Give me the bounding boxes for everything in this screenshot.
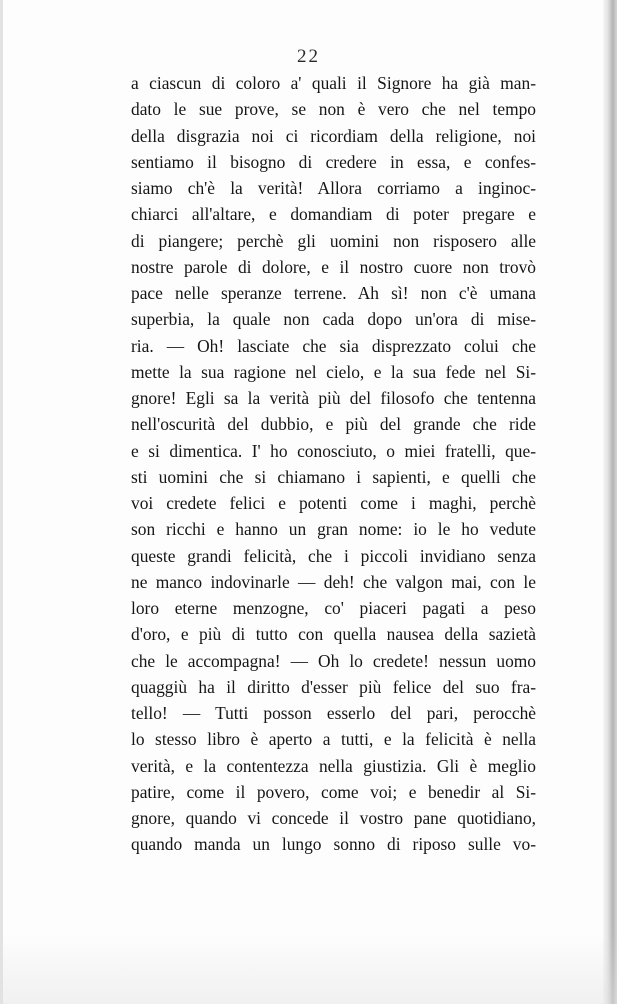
- text-line: siamo ch'è la verità! Allora corriamo a inginoc-: [131, 178, 536, 198]
- text-line: verità, e la contentezza nella giustizia. Gli è meglio: [131, 755, 536, 776]
- text-line: ria. — Oh! lasciate che sia disprezzato colui che: [131, 335, 536, 356]
- text-line: della disgrazia noi ci ricordiam della religione, noi: [131, 125, 536, 146]
- text-line: tello! — Tutti posson esserlo del pari, perocchè: [131, 703, 536, 723]
- text-line: quando manda un lungo sonno di riposo sulle vo-: [131, 834, 536, 855]
- text-line: gnore, quando vi concede il vostro pane quotidiano,: [131, 808, 536, 828]
- text-line: nell'oscurità del dubbio, e più del grande che ride: [131, 414, 536, 435]
- text-line: ne manco indovinarle — deh! che valgon mai, con le: [131, 571, 536, 592]
- text-line: pace nelle speranze terrene. Ah sì! non c'è umana: [131, 283, 536, 303]
- page-number: 22: [297, 46, 320, 67]
- scan-edge-right: [603, 0, 617, 1004]
- text-line: patire, come il povero, come voi; e benedir al Si-: [131, 781, 536, 802]
- text-line: dato le sue prove, se non è vero che nel tempo: [131, 99, 536, 120]
- text-line: superbia, la quale non cada dopo un'ora di mise-: [131, 309, 536, 330]
- text-line: son ricchi e hanno un gran nome: io le ho vedute: [131, 519, 536, 540]
- text-line: voi credete felici e potenti come i maghi, perchè: [131, 493, 536, 513]
- text-line: e si dimentica. I' ho conosciuto, o miei fratelli, que-: [131, 440, 536, 461]
- text-line: a ciascun di coloro a' quali il Signore ha già man-: [131, 73, 536, 93]
- text-line: d'oro, e più di tutto con quella nausea della sazietà: [131, 624, 536, 645]
- text-line: di piangere; perchè gli uomini non risposero alle: [131, 230, 536, 251]
- text-line: nostre parole di dolore, e il nostro cuore non trovò: [131, 256, 536, 277]
- text-line: loro eterne menzogne, co' piaceri pagati a peso: [131, 598, 536, 618]
- text-line: lo stesso libro è aperto a tutti, e la felicità è nella: [131, 729, 536, 750]
- text-line: mette la sua ragione nel cielo, e la sua fede nel Si-: [131, 361, 536, 382]
- text-line: sentiamo il bisogno di credere in essa, e confes-: [131, 151, 536, 172]
- text-line: che le accompagna! — Oh lo credete! nessun uomo: [131, 650, 536, 671]
- scan-edge-left: [0, 0, 3, 1004]
- text-line: quaggiù ha il diritto d'esser più felice del suo fra-: [131, 676, 536, 697]
- text-line: gnore! Egli sa la verità più del filosofo che tentenna: [131, 388, 536, 408]
- scan-edge-bottom: [0, 934, 617, 1004]
- text-line: queste grandi felicità, che i piccoli invidiano senza: [131, 545, 536, 566]
- text-line: sti uomini che si chiamano i sapienti, e quelli che: [131, 466, 536, 487]
- text-line: chiarci all'altare, e domandiam di poter pregare e: [131, 204, 536, 225]
- body-text: [131, 70, 536, 858]
